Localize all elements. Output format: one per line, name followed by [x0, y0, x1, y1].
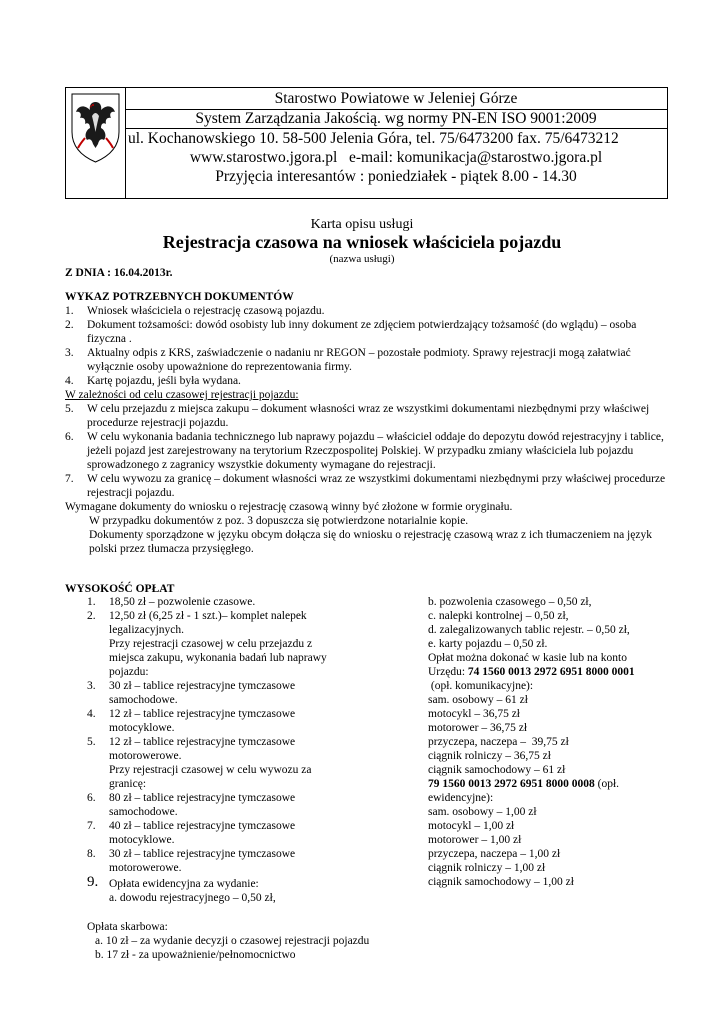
list-item: 3. Aktualny odpis z KRS, zaświadczenie o nadaniu nr REGON – pozostałe podmioty. Sprawy rejestracji mogą załatwiać wyłącznie osoby upoważnione do reprezentowania firmy. [65, 347, 631, 373]
fee-line: b. pozwolenia czasowego – 0,50 zł, [428, 596, 592, 608]
fees-left-column [87, 595, 337, 905]
header-box [65, 87, 668, 199]
service-subtitle: (nazwa usługi) [329, 253, 395, 265]
fee-line: ciągnik samochodowy – 61 zł [428, 764, 566, 776]
account-communication: Urzędu: 74 1560 0013 2972 6951 8000 0001 (opł. komunikacyjne): [428, 666, 635, 692]
list-item: 4. 12 zł – tablice rejestracyjne tymczasowe motocyklowe. [87, 708, 296, 734]
stamp-duty-heading: Opłata skarbowa: [87, 921, 168, 933]
office-address: ul. Kochanowskiego 10. 58-500 Jelenia Góra, tel. 75/6473200 fax. 75/6473212 [128, 130, 619, 147]
documents-note-translation: Dokumenty sporządzone w języku obcym dołącza się do wniosku o rejestrację czasową wraz z ich tłumaczeniem na język polski przez tłumacza przysięgłego. [89, 529, 652, 555]
fee-line: e. karty pojazdu – 0,50 zł. [428, 638, 548, 650]
fee-line: motocykl – 1,00 zł [428, 820, 515, 832]
list-item: 9. Opłata ewidencyjna za wydanie: [87, 874, 259, 890]
document-date: Z DNIA : 16.04.2013r. [65, 267, 173, 279]
documents-note-original: Wymagane dokumenty do wniosku o rejestrację czasową winny być złożone w formie oryginału. [65, 501, 513, 513]
fee-line: przyczepa, naczepa – 39,75 zł [428, 736, 569, 748]
fee-line: sam. osobowy – 61 zł [428, 694, 528, 706]
list-item: a. 10 zł – za wydanie decyzji o czasowej rejestracji pojazdu [95, 935, 370, 947]
list-item: b. 17 zł - za upoważnienie/pełnomocnictwo [95, 949, 296, 961]
fees-right-column [428, 595, 668, 889]
fee-line: motorower – 1,00 zł [428, 834, 522, 846]
fee-line: Opłat można dokonać w kasie lub na konto [428, 652, 627, 664]
list-item: 2. Dokument tożsamości: dowód osobisty lub inny dokument ze zdjęciem potwierdzający tożsamość (do wglądu) – osoba fizyczna . [65, 319, 637, 345]
list-item: 7. 40 zł – tablice rejestracyjne tymczasowe motocyklowe. [87, 820, 296, 846]
purpose-heading: W zależności od celu czasowej rejestracji pojazdu: [65, 389, 299, 401]
list-item: 4. Kartę pojazdu, jeśli była wydana. [65, 375, 241, 387]
stamp-duty [87, 920, 647, 962]
office-hours: Przyjęcia interesantów : poniedziałek - piątek 8.00 - 14.30 [215, 168, 577, 185]
card-label: Karta opisu usługi [310, 217, 414, 232]
fee-line: motorower – 36,75 zł [428, 722, 528, 734]
account-registration: 79 1560 0013 2972 6951 8000 0008 (opł. ewidencyjne): [428, 778, 620, 804]
list-item: Przy rejestracji czasowej w celu wywozu za granicę: [109, 764, 312, 790]
list-item: 1. 18,50 zł – pozwolenie czasowe. [87, 596, 256, 608]
coat-of-arms-icon [66, 88, 125, 198]
fee-line: d. zalegalizowanych tablic rejestr. – 0,50 zł, [428, 624, 630, 636]
office-name: Starostwo Powiatowe w Jeleniej Górze [125, 88, 667, 110]
fee-line: ciągnik rolniczy – 1,00 zł [428, 862, 546, 874]
fees-heading: WYSOKOŚĆ OPŁAT [65, 583, 175, 595]
documents-list [65, 304, 675, 556]
list-item: Przy rejestracji czasowej w celu przejazdu z miejsca zakupu, wykonania badań lub naprawy pojazdu: [109, 638, 327, 678]
fee-line: ciągnik rolniczy – 36,75 zł [428, 750, 551, 762]
list-item: 1. Wniosek właściciela o rejestrację czasową pojazdu. [65, 305, 325, 317]
list-item: 2. 12,50 zł (6,25 zł - 1 szt.)– komplet nalepek legalizacyjnych. [87, 610, 307, 636]
fee-line: sam. osobowy – 1,00 zł [428, 806, 537, 818]
service-title: Rejestracja czasowa na wniosek właściciela pojazdu [162, 232, 562, 252]
list-item: 8. 30 zł – tablice rejestracyjne tymczasowe motorowerowe. [87, 848, 296, 874]
fee-line: c. nalepki kontrolnej – 0,50 zł, [428, 610, 569, 622]
list-item: 3. 30 zł – tablice rejestracyjne tymczasowe samochodowe. [87, 680, 296, 706]
list-item: 5. W celu przejazdu z miejsca zakupu – dokument własności wraz ze wszystkimi dokumentami niezbędnymi przy właściwej procedurze rejestracji pojazdu. [65, 403, 650, 429]
office-web-email: www.starostwo.jgora.pl e-mail: komunikacja@starostwo.jgora.pl [189, 149, 603, 166]
quality-system: System Zarządzania Jakością. wg normy PN-EN ISO 9001:2009 [125, 110, 667, 129]
fee-line: ciągnik samochodowy – 1,00 zł [428, 876, 574, 888]
list-item: 5. 12 zł – tablice rejestracyjne tymczasowe motorowerowe. [87, 736, 296, 762]
coat-of-arms-cell [66, 88, 126, 198]
list-item: 7. W celu wywozu za granicę – dokument własności wraz ze wszystkimi dokumentami niezbędnymi przy właściwej procedurze rejestracji pojazdu. [65, 473, 666, 499]
documents-note-copies: W przypadku dokumentów z poz. 3 dopuszcza się potwierdzone notarialnie kopie. [89, 515, 469, 527]
list-item: 6. 80 zł – tablice rejestracyjne tymczasowe samochodowe. [87, 792, 296, 818]
documents-heading: WYKAZ POTRZEBNYCH DOKUMENTÓW [65, 291, 294, 303]
list-item: 6. W celu wykonania badania technicznego lub naprawy pojazdu – właściciel oddaje do depozytu dowód rejestracyjny i tablice, jeżeli pojazd jest zarejestrowany na terytorium Rzeczpospolitej Polskiej. W przypadku zmiany właściciela lub pojazdu sprowadzonego z zagranicy wszystkie dokumenty wymagane do rejestracji. [65, 431, 664, 471]
fee-line: motocykl – 36,75 zł [428, 708, 520, 720]
list-item: a. dowodu rejestracyjnego – 0,50 zł, [109, 892, 276, 904]
fee-line: przyczepa, naczepa – 1,00 zł [428, 848, 561, 860]
